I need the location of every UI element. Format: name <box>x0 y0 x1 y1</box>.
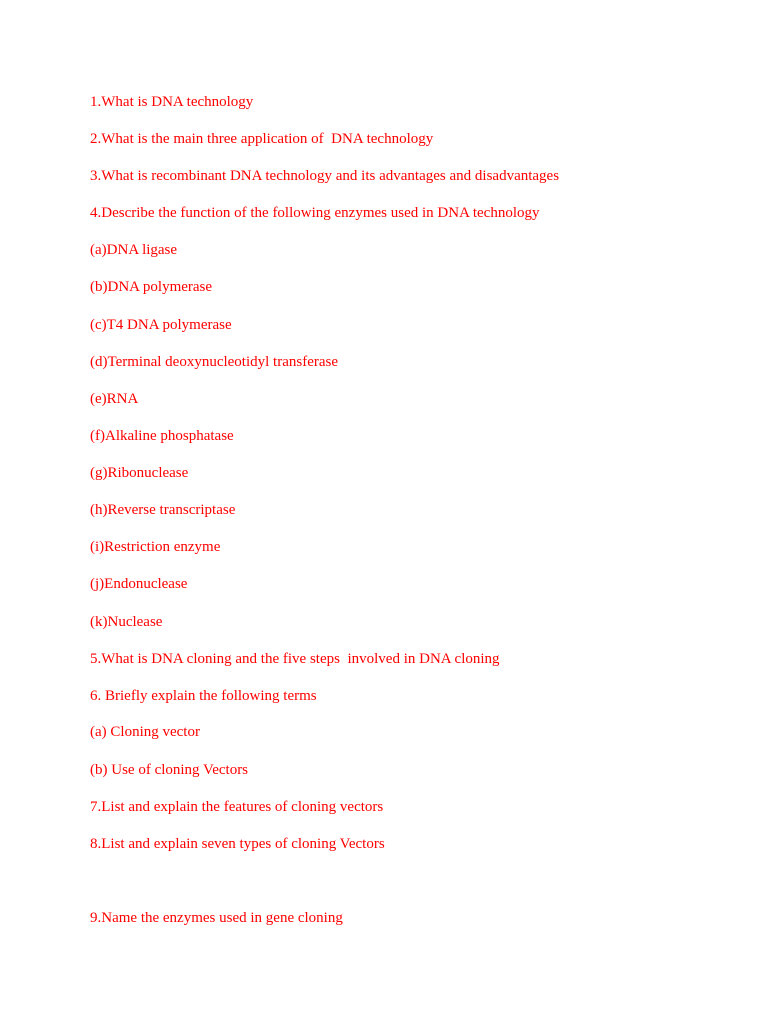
question-4f: (f)Alkaline phosphatase <box>90 428 234 444</box>
question-4: 4.Describe the function of the following enzymes used in DNA technology <box>90 205 540 221</box>
question-5: 5.What is DNA cloning and the five steps involved in DNA cloning <box>90 651 500 667</box>
question-6: 6. Briefly explain the following terms <box>90 688 317 704</box>
question-1: 1.What is DNA technology <box>90 94 254 110</box>
question-3: 3.What is recombinant DNA technology and its advantages and disadvantages <box>90 168 560 184</box>
question-6b: (b) Use of cloning Vectors <box>90 762 249 778</box>
question-8: 8.List and explain seven types of cloning Vectors <box>90 836 385 852</box>
question-4e: (e)RNA <box>90 391 139 407</box>
question-4d: (d)Terminal deoxynucleotidyl transferase <box>90 354 339 370</box>
question-4j: (j)Endonuclease <box>90 576 188 592</box>
question-6a: (a) Cloning vector <box>90 724 200 740</box>
question-7: 7.List and explain the features of cloning vectors <box>90 799 384 815</box>
question-4c: (c)T4 DNA polymerase <box>90 317 232 333</box>
question-4b: (b)DNA polymerase <box>90 279 213 295</box>
question-4i: (i)Restriction enzyme <box>90 539 221 555</box>
question-4h: (h)Reverse transcriptase <box>90 502 236 518</box>
question-4g: (g)Ribonuclease <box>90 465 189 481</box>
question-2: 2.What is the main three application of DNA technology <box>90 131 434 147</box>
question-4k: (k)Nuclease <box>90 614 163 630</box>
question-9: 9.Name the enzymes used in gene cloning <box>90 910 343 926</box>
question-4a: (a)DNA ligase <box>90 242 178 258</box>
